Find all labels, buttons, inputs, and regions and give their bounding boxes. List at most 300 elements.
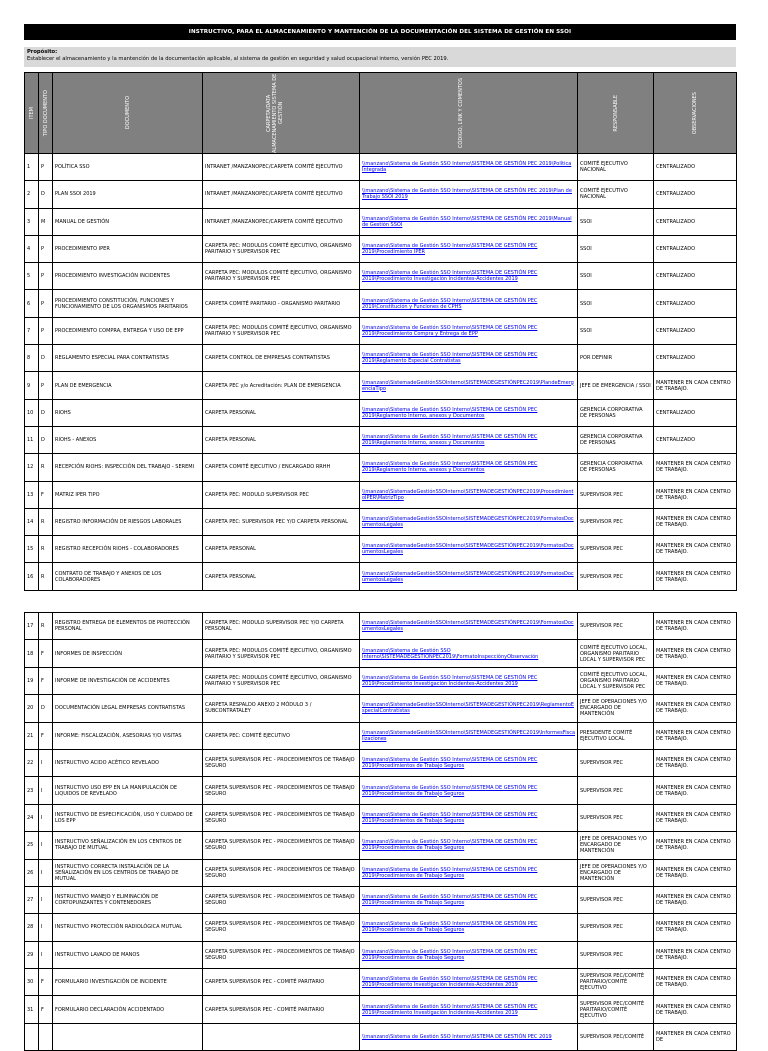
- folder-cell: INTRANET /MANZANOPEC/CARPETA COMITÉ EJECUTIVO: [203, 154, 360, 181]
- link-cell: [360, 996, 578, 1023]
- responsible-cell: COMITÉ EJECUTIVO LOCAL, ORGANISMO PARITARIO LOCAL Y SUPERVISOR PEC: [578, 640, 654, 667]
- folder-cell: CARPETA SUPERVISOR PEC - PROCEDIMIENTOS DE TRABAJO SEGURO: [203, 749, 360, 776]
- header-item: ITEM: [25, 73, 39, 154]
- document-cell: MATRIZ IPER TIPO: [53, 481, 203, 508]
- type-cell: P: [39, 263, 53, 290]
- responsible-cell: SSOI: [578, 263, 654, 290]
- type-cell: I: [39, 859, 53, 886]
- document-cell: REGLAMENTO ESPECIAL PARA CONTRATISTAS: [53, 345, 203, 372]
- document-link[interactable]: \\manzano\SistemadeGestiónSSOInterno\SISTEMADEGESTIÓNPEC2019\ReglamentoEspecialContratistas: [362, 702, 574, 715]
- responsible-cell: SUPERVISOR PEC: [578, 613, 654, 640]
- folder-cell: CARPETA COMITÉ PARITARIO - ORGANISMO PARITARIO: [203, 290, 360, 317]
- item-cell: 13: [25, 481, 39, 508]
- item-cell: 5: [25, 263, 39, 290]
- responsible-cell: SUPERVISOR PEC/COMITÉ PARITARIO/COMITÉ EJECUTIVO: [578, 996, 654, 1023]
- responsible-cell: JEFE DE OPERACIONES Y/O ENCARGADO DE MANTENCIÓN: [578, 695, 654, 722]
- link-cell: [360, 722, 578, 749]
- link-cell: [360, 1023, 578, 1050]
- document-link[interactable]: \\manzano\Sistema de Gestión SSO Interno\SISTEMA DE GESTIÓN PEC 2019\Procedimiento IPER: [362, 243, 538, 256]
- document-cell: REGISTRO RECEPCIÓN RIOHS - COLABORADORES: [53, 536, 203, 563]
- type-cell: D: [39, 181, 53, 208]
- item-cell: 1: [25, 154, 39, 181]
- observations-cell: MANTENER EN CADA CENTRO DE TRABAJO.: [654, 508, 737, 535]
- link-cell: [360, 914, 578, 941]
- item-cell: 21: [25, 722, 39, 749]
- folder-cell: CARPETA SUPERVISOR PEC - PROCEDIMIENTOS DE TRABAJO SEGURO: [203, 941, 360, 968]
- observations-cell: MANTENER EN CADA CENTRO DE: [654, 1023, 737, 1050]
- document-link[interactable]: \\manzano\Sistema de Gestión SSO Interno\SISTEMA DE GESTIÓN PEC 2019\Procedimiento Investigación Incidentes-Accidentes 2019: [362, 674, 538, 687]
- type-cell: D: [39, 399, 53, 426]
- type-cell: P: [39, 372, 53, 399]
- type-cell: I: [39, 777, 53, 804]
- documents-table-page-2: [24, 612, 737, 1051]
- responsible-cell: GERENCIA CORPORATIVA DE PERSONAS: [578, 454, 654, 481]
- observations-cell: MANTENER EN CADA CENTRO DE TRABAJO.: [654, 695, 737, 722]
- type-cell: F: [39, 969, 53, 996]
- document-cell: FORMULARIO DECLARACIÓN ACCIDENTADO: [53, 996, 203, 1023]
- item-cell: 9: [25, 372, 39, 399]
- type-cell: P: [39, 154, 53, 181]
- document-link[interactable]: \\manzano\Sistema de Gestión SSO Interno\SISTEMA DE GESTIÓN PEC 2019\Procedimiento Investigación Incidentes-Accidentes 2019: [362, 1003, 538, 1016]
- link-cell: [360, 695, 578, 722]
- folder-cell: CARPETA PERSONAL: [203, 426, 360, 453]
- document-cell: PROCEDIMIENTO IPER: [53, 235, 203, 262]
- document-cell: INSTRUCTIVO USO EPP EN LA MANIPULACIÓN DE LIQUIDOS DE REVELADO: [53, 777, 203, 804]
- table-row: [25, 372, 737, 399]
- item-cell: 31: [25, 996, 39, 1023]
- observations-cell: MANTENER EN CADA CENTRO DE TRABAJO.: [654, 969, 737, 996]
- responsible-cell: GERENCIA CORPORATIVA DE PERSONAS: [578, 426, 654, 453]
- responsible-cell: SUPERVISOR PEC: [578, 886, 654, 913]
- item-cell: 11: [25, 426, 39, 453]
- item-cell: 10: [25, 399, 39, 426]
- item-cell: 2: [25, 181, 39, 208]
- observations-cell: MANTENER EN CADA CENTRO DE TRABAJO.: [654, 667, 737, 694]
- responsible-cell: GERENCIA CORPORATIVA DE PERSONAS: [578, 399, 654, 426]
- observations-cell: MANTENER EN CADA CENTRO DE TRABAJO.: [654, 613, 737, 640]
- folder-cell: CARPETA PERSONAL: [203, 563, 360, 590]
- link-cell: [360, 426, 578, 453]
- table-row: [25, 667, 737, 694]
- type-cell: D: [39, 426, 53, 453]
- item-cell: 3: [25, 208, 39, 235]
- document-link[interactable]: \\manzano\SistemadeGestiónSSOInterno\SISTEMADEGESTIÓNPEC2019\FormatosDocumentosLegales: [362, 516, 574, 528]
- document-link[interactable]: \\manzano\SistemadeGestiónSSOInterno\SISTEMADEGESTIÓNPEC2019\FormatosDocumentosLegales: [362, 543, 574, 556]
- observations-cell: CENTRALIZADO: [654, 399, 737, 426]
- responsible-cell: SSOI: [578, 208, 654, 235]
- item-cell: 30: [25, 969, 39, 996]
- document-cell: INSTRUCTIVO PROTECCIÓN RADIOLÓGICA MUTUAL: [53, 914, 203, 941]
- link-cell: [360, 399, 578, 426]
- table-row: [25, 722, 737, 749]
- document-link[interactable]: \\manzano\Sistema de Gestión SSO Interno\SISTEMADEGESTIÓNPEC2019\FormatoInspecciónyObservación: [362, 647, 539, 660]
- document-cell: REGISTRO INFORMACIÓN DE RIESGOS LABORALES: [53, 508, 203, 535]
- type-cell: F: [39, 996, 53, 1023]
- folder-cell: INTRANET /MANZANOPEC/CARPETA COMITÉ EJECUTIVO: [203, 208, 360, 235]
- folder-cell: CARPETA CONTROL DE EMPRESAS CONTRATISTAS: [203, 345, 360, 372]
- document-cell: INFORME DE INVESTIGACIÓN DE ACCIDENTES: [53, 667, 203, 694]
- responsible-cell: JEFE DE OPERACIONES Y/O ENCARGADO DE MANTENCIÓN: [578, 832, 654, 859]
- type-cell: R: [39, 613, 53, 640]
- item-cell: 16: [25, 563, 39, 590]
- responsible-cell: SUPERVISOR PEC: [578, 914, 654, 941]
- table-row: [25, 832, 737, 859]
- responsible-cell: COMITÉ EJECUTIVO NACIONAL: [578, 154, 654, 181]
- link-cell: [360, 454, 578, 481]
- type-cell: R: [39, 508, 53, 535]
- table-row: [25, 263, 737, 290]
- document-link[interactable]: \\manzano\SistemadeGestiónSSOInterno\SISTEMADEGESTIÓNPEC2019\FormatosDocumentosLegales: [362, 570, 574, 583]
- type-cell: F: [39, 667, 53, 694]
- folder-cell: CARPETA PERSONAL: [203, 399, 360, 426]
- item-cell: [25, 1023, 39, 1050]
- item-cell: 27: [25, 886, 39, 913]
- folder-cell: CARPETA PEC: MODULOS COMITÉ EJECUTIVO, ORGANISMO PARITARIO Y SUPERVISOR PEC: [203, 263, 360, 290]
- observations-cell: CENTRALIZADO: [654, 426, 737, 453]
- observations-cell: MANTENER EN CADA CENTRO DE TRABAJO.: [654, 536, 737, 563]
- observations-cell: MANTENER EN CADA CENTRO DE TRABAJO.: [654, 886, 737, 913]
- header-responsable: RESPONSABLE: [578, 73, 654, 154]
- observations-cell: CENTRALIZADO: [654, 263, 737, 290]
- purpose-text: Establecer el almacenamiento y la mantención de la documentación aplicable, al sistema de gestión en seguridad y salud ocupacional interno, versión PEC 2019.: [27, 56, 449, 62]
- responsible-cell: SUPERVISOR PEC: [578, 481, 654, 508]
- table-row: [25, 941, 737, 968]
- item-cell: 19: [25, 667, 39, 694]
- type-cell: I: [39, 749, 53, 776]
- table-row: [25, 859, 737, 886]
- header-tipo: TIPO DOCUMENTO: [39, 73, 53, 154]
- responsible-cell: SUPERVISOR PEC/COMITÉ PARITARIO/COMITÉ EJECUTIVO: [578, 969, 654, 996]
- type-cell: F: [39, 481, 53, 508]
- responsible-cell: SSOI: [578, 317, 654, 344]
- folder-cell: CARPETA SUPERVISOR PEC - PROCEDIMIENTOS DE TRABAJO SEGURO: [203, 804, 360, 831]
- document-cell: POLÍTICA SSO: [53, 154, 203, 181]
- responsible-cell: COMITÉ EJECUTIVO LOCAL, ORGANISMO PARITARIO LOCAL Y SUPERVISOR PEC: [578, 667, 654, 694]
- table-row: [25, 886, 737, 913]
- document-link[interactable]: \\manzano\Sistema de Gestión SSO Interno\SISTEMA DE GESTIÓN PEC 2019\Procedimientos de Trabajo Seguros: [362, 784, 538, 797]
- type-cell: I: [39, 804, 53, 831]
- document-cell: CONTRATO DE TRABAJO Y ANEXOS DE LOS COLABORADORES: [53, 563, 203, 590]
- item-cell: 7: [25, 317, 39, 344]
- responsible-cell: SUPERVISOR PEC/COMITÉ: [578, 1023, 654, 1050]
- link-cell: [360, 372, 578, 399]
- observations-cell: MANTENER EN CADA CENTRO DE TRABAJO.: [654, 481, 737, 508]
- document-link[interactable]: \\manzano\Sistema de Gestión SSO Interno\SISTEMA DE GESTIÓN PEC 2019\Reglamento Interno, anexos y Documentos: [362, 406, 538, 419]
- responsible-cell: PRESIDENTE COMITÉ EJECUTIVO LOCAL: [578, 722, 654, 749]
- item-cell: 8: [25, 345, 39, 372]
- folder-cell: CARPETA PEC: MODULOS COMITÉ EJECUTIVO, ORGANISMO PARITARIO Y SUPERVISOR PEC: [203, 640, 360, 667]
- document-link[interactable]: \\manzano\Sistema de Gestión SSO Interno\SISTEMA DE GESTIÓN PEC 2019\Procedimientos de Trabajo Seguros: [362, 811, 538, 824]
- document-cell: PLAN SSOI 2019: [53, 181, 203, 208]
- folder-cell: CARPETA PERSONAL: [203, 536, 360, 563]
- document-link[interactable]: \\manzano\Sistema de Gestión SSO Interno\SISTEMA DE GESTIÓN PEC 2019\Procedimientos de Trabajo Seguros: [362, 866, 538, 879]
- link-cell: [360, 536, 578, 563]
- type-cell: I: [39, 941, 53, 968]
- responsible-cell: SUPERVISOR PEC: [578, 777, 654, 804]
- link-cell: [360, 613, 578, 640]
- link-cell: [360, 941, 578, 968]
- link-cell: [360, 208, 578, 235]
- link-cell: [360, 508, 578, 535]
- responsible-cell: SUPERVISOR PEC: [578, 536, 654, 563]
- document-link[interactable]: \\manzano\Sistema de Gestión SSO Interno\SISTEMA DE GESTIÓN PEC 2019\Procedimiento Compra y Entrega de EPP: [362, 324, 538, 337]
- folder-cell: CARPETA SUPERVISOR PEC - PROCEDIMIENTOS DE TRABAJO SEGURO: [203, 777, 360, 804]
- observations-cell: MANTENER EN CADA CENTRO DE TRABAJO.: [654, 804, 737, 831]
- observations-cell: CENTRALIZADO: [654, 235, 737, 262]
- link-cell: [360, 481, 578, 508]
- document-link[interactable]: \\manzano\Sistema de Gestión SSO Interno\SISTEMA DE GESTIÓN PEC 2019\Política Integrada: [362, 161, 572, 174]
- link-cell: [360, 563, 578, 590]
- table-row: [25, 695, 737, 722]
- table-row: [25, 804, 737, 831]
- folder-cell: CARPETA PEC y/o Acreditación: PLAN DE EMERGENCIA: [203, 372, 360, 399]
- type-cell: F: [39, 722, 53, 749]
- link-cell: [360, 317, 578, 344]
- link-cell: [360, 345, 578, 372]
- observations-cell: CENTRALIZADO: [654, 208, 737, 235]
- link-cell: [360, 181, 578, 208]
- document-title: INSTRUCTIVO, PARA EL ALMACENAMIENTO Y MANTENCIÓN DE LA DOCUMENTACIÓN DEL SISTEMA DE GESTIÓN EN SSOI: [24, 24, 736, 40]
- observations-cell: CENTRALIZADO: [654, 154, 737, 181]
- observations-cell: MANTENER EN CADA CENTRO DE TRABAJO.: [654, 454, 737, 481]
- table-row: [25, 969, 737, 996]
- document-cell: INSTRUCTIVO MANEJO Y ELIMINACIÓN DE CORTOPUNZANTES Y CONTENEDORES: [53, 886, 203, 913]
- document-link[interactable]: \\manzano\SistemadeGestiónSSOInterno\SISTEMADEGESTIÓNPEC2019\InformesFiscalizaciones: [362, 729, 576, 742]
- table-row: [25, 996, 737, 1023]
- item-cell: 29: [25, 941, 39, 968]
- table-row: [25, 536, 737, 563]
- item-cell: 23: [25, 777, 39, 804]
- observations-cell: MANTENER EN CADA CENTRO DE TRABAJO.: [654, 640, 737, 667]
- table-row: [25, 154, 737, 181]
- responsible-cell: POR DEFINIR: [578, 345, 654, 372]
- link-cell: [360, 640, 578, 667]
- document-link[interactable]: \\manzano\Sistema de Gestión SSO Interno\SISTEMA DE GESTIÓN PEC 2019\Reglamento Interno, anexos y Documentos: [362, 434, 538, 447]
- table-row: [25, 613, 737, 640]
- link-cell: [360, 154, 578, 181]
- document-cell: INSTRUCTIVO DE ESPECIFICACIÓN, USO Y CUIDADO DE LOS EPP: [53, 804, 203, 831]
- table-row: [25, 235, 737, 262]
- table-row: [25, 640, 737, 667]
- document-cell: [53, 1023, 203, 1050]
- documents-table-page-1: [24, 72, 737, 591]
- link-cell: [360, 804, 578, 831]
- link-cell: [360, 235, 578, 262]
- type-cell: [39, 1023, 53, 1050]
- table-row: [25, 454, 737, 481]
- folder-cell: [203, 1023, 360, 1050]
- type-cell: M: [39, 208, 53, 235]
- document-cell: INSTRUCTIVO SEÑALIZACIÓN EN LOS CENTROS DE TRABAJO DE MUTUAL: [53, 832, 203, 859]
- table-row: [25, 290, 737, 317]
- observations-cell: MANTENER EN CADA CENTRO DE TRABAJO.: [654, 914, 737, 941]
- document-link[interactable]: \\manzano\SistemadeGestiónSSOInterno\SISTEMADEGESTIÓNPEC2019\ProcedimientoIPER\MatrizTipo: [362, 488, 574, 501]
- link-cell: [360, 749, 578, 776]
- observations-cell: MANTENER EN CADA CENTRO DE TRABAJO.: [654, 941, 737, 968]
- type-cell: P: [39, 290, 53, 317]
- header-codigo: CÓDIGO, LINK Y COMENTOS: [360, 73, 578, 154]
- table-row: [25, 426, 737, 453]
- observations-cell: MANTENER EN CADA CENTRO DE TRABAJO.: [654, 722, 737, 749]
- responsible-cell: JEFE DE OPERACIONES Y/O ENCARGADO DE MANTENCIÓN: [578, 859, 654, 886]
- document-link[interactable]: \\manzano\SistemadeGestiónSSOInterno\SISTEMADEGESTIÓNPEC2019\PlandeEmergenciaTipo: [362, 379, 574, 392]
- folder-cell: INTRANET /MANZANOPEC/CARPETA COMITÉ EJECUTIVO: [203, 181, 360, 208]
- observations-cell: CENTRALIZADO: [654, 345, 737, 372]
- type-cell: I: [39, 832, 53, 859]
- observations-cell: CENTRALIZADO: [654, 290, 737, 317]
- document-link[interactable]: \\manzano\Sistema de Gestión SSO Interno\SISTEMA DE GESTIÓN PEC 2019\Procedimiento Investigación Incidentes-Accidentes 2019: [362, 270, 538, 283]
- document-link[interactable]: \\manzano\Sistema de Gestión SSO Interno\SISTEMA DE GESTIÓN PEC 2019: [362, 1034, 552, 1041]
- document-cell: RIOHS - ANEXOS: [53, 426, 203, 453]
- folder-cell: CARPETA PEC: MODULO SUPERVISOR PEC: [203, 481, 360, 508]
- table-row: [25, 181, 737, 208]
- document-cell: MANUAL DE GESTIÓN: [53, 208, 203, 235]
- folder-cell: CARPETA PEC: MODULOS COMITÉ EJECUTIVO, ORGANISMO PARITARIO Y SUPERVISOR PEC: [203, 235, 360, 262]
- item-cell: 17: [25, 613, 39, 640]
- responsible-cell: JEFE DE EMERGENCIA / SSOI: [578, 372, 654, 399]
- table-row: [25, 481, 737, 508]
- document-link[interactable]: \\manzano\Sistema de Gestión SSO Interno\SISTEMA DE GESTIÓN PEC 2019\Manual de Gestión SSOI: [362, 215, 572, 228]
- type-cell: R: [39, 563, 53, 590]
- document-link[interactable]: \\manzano\Sistema de Gestión SSO Interno\SISTEMA DE GESTIÓN PEC 2019\Procedimientos de Trabajo Seguros: [362, 757, 538, 770]
- document-link[interactable]: \\manzano\Sistema de Gestión SSO Interno\SISTEMA DE GESTIÓN PEC 2019\Procedimientos de Trabajo Seguros: [362, 839, 538, 852]
- document-cell: PLAN DE EMERGENCIA: [53, 372, 203, 399]
- item-cell: 15: [25, 536, 39, 563]
- document-cell: DOCUMENTACIÓN LEGAL EMPRESAS CONTRATISTAS: [53, 695, 203, 722]
- document-cell: INSTRUCTIVO ACIDO ACÉTICO REVELADO: [53, 749, 203, 776]
- link-cell: [360, 969, 578, 996]
- header-observaciones: OBSERVACIONES: [654, 73, 737, 154]
- document-cell: PROCEDIMIENTO INVESTIGACIÓN INCIDENTES: [53, 263, 203, 290]
- folder-cell: CARPETA SUPERVISOR PEC - COMITÉ PARITARIO: [203, 996, 360, 1023]
- responsible-cell: COMITÉ EJECUTIVO NACIONAL: [578, 181, 654, 208]
- document-cell: PROCEDIMIENTO CONSTITUCIÓN, FUNCIONES Y FUNCIONAMIENTO DE LOS ORGANISMOS PARITARIOS: [53, 290, 203, 317]
- folder-cell: CARPETA RESPALDO ANEXO 2 MÓDULO 3 / SUBCONTRATALEY: [203, 695, 360, 722]
- item-cell: 26: [25, 859, 39, 886]
- link-cell: [360, 667, 578, 694]
- document-link[interactable]: \\manzano\SistemadeGestiónSSOInterno\SISTEMADEGESTIÓNPEC2019\FormatosDocumentosLegales: [362, 620, 574, 633]
- folder-cell: CARPETA PEC: COMITÉ EJECUTIVO: [203, 722, 360, 749]
- observations-cell: MANTENER EN CADA CENTRO DE TRABAJO.: [654, 859, 737, 886]
- table-row: [25, 345, 737, 372]
- observations-cell: MANTENER EN CADA CENTRO DE TRABAJO.: [654, 832, 737, 859]
- document-cell: RIOHS: [53, 399, 203, 426]
- purpose-box: [24, 47, 736, 67]
- document-cell: INFORMES DE INSPECCIÓN: [53, 640, 203, 667]
- observations-cell: MANTENER EN CADA CENTRO DE TRABAJO.: [654, 777, 737, 804]
- document-link[interactable]: \\manzano\Sistema de Gestión SSO Interno\SISTEMA DE GESTIÓN PEC 2019\Procedimientos de Trabajo Seguros: [362, 894, 538, 907]
- item-cell: 28: [25, 914, 39, 941]
- item-cell: 14: [25, 508, 39, 535]
- responsible-cell: SSOI: [578, 290, 654, 317]
- document-link[interactable]: \\manzano\Sistema de Gestión SSO Interno\SISTEMA DE GESTIÓN PEC 2019\Procedimientos de Trabajo Seguros: [362, 921, 538, 934]
- type-cell: R: [39, 454, 53, 481]
- type-cell: D: [39, 345, 53, 372]
- type-cell: R: [39, 536, 53, 563]
- folder-cell: CARPETA SUPERVISOR PEC - PROCEDIMIENTOS DE TRABAJO SEGURO: [203, 886, 360, 913]
- item-cell: 6: [25, 290, 39, 317]
- folder-cell: CARPETA SUPERVISOR PEC - PROCEDIMIENTOS DE TRABAJO SEGURO: [203, 832, 360, 859]
- table-row: [25, 777, 737, 804]
- type-cell: I: [39, 914, 53, 941]
- type-cell: D: [39, 695, 53, 722]
- folder-cell: CARPETA PEC: MODULOS COMITÉ EJECUTIVO, ORGANISMO PARITARIO Y SUPERVISOR PEC: [203, 317, 360, 344]
- observations-cell: MANTENER EN CADA CENTRO DE TRABAJO.: [654, 749, 737, 776]
- header-carpeta: CARPETA/DATA ALMACENAMIENTO SISTEMA DE GESTIÓN: [203, 73, 360, 154]
- folder-cell: CARPETA COMITÉ EJECUTIVO / ENCARGADO RRHH: [203, 454, 360, 481]
- table-row: [25, 317, 737, 344]
- document-link[interactable]: \\manzano\Sistema de Gestión SSO Interno\SISTEMA DE GESTIÓN PEC 2019\Constitución y Funciones de CPHS: [362, 297, 538, 310]
- table-row: [25, 563, 737, 590]
- observations-cell: MANTENER EN CADA CENTRO DE TRABAJO.: [654, 563, 737, 590]
- folder-cell: CARPETA PEC: SUPERVISOR PEC Y/O CARPETA PERSONAL: [203, 508, 360, 535]
- observations-cell: MANTENER EN CADA CENTRO DE TRABAJO.: [654, 372, 737, 399]
- document-cell: INFORME: FISCALIZACIÓN, ASESORIAS Y/O VISITAS: [53, 722, 203, 749]
- folder-cell: CARPETA SUPERVISOR PEC - PROCEDIMIENTOS DE TRABAJO SEGURO: [203, 859, 360, 886]
- link-cell: [360, 263, 578, 290]
- item-cell: 25: [25, 832, 39, 859]
- responsible-cell: SUPERVISOR PEC: [578, 804, 654, 831]
- document-link[interactable]: \\manzano\Sistema de Gestión SSO Interno\SISTEMA DE GESTIÓN PEC 2019\Reglamento Especial Contratistas: [362, 352, 538, 365]
- document-cell: REGISTRO ENTREGA DE ELEMENTOS DE PROTECCIÓN PERSONAL: [53, 613, 203, 640]
- document-cell: INSTRUCTIVO CORRECTA INSTALACIÓN DE LA SEÑALIZACIÓN EN LOS CENTROS DE TRABAJO DE MUTUAL: [53, 859, 203, 886]
- link-cell: [360, 859, 578, 886]
- item-cell: 22: [25, 749, 39, 776]
- responsible-cell: SUPERVISOR PEC: [578, 508, 654, 535]
- link-cell: [360, 777, 578, 804]
- link-cell: [360, 886, 578, 913]
- type-cell: P: [39, 235, 53, 262]
- item-cell: 18: [25, 640, 39, 667]
- item-cell: 20: [25, 695, 39, 722]
- type-cell: P: [39, 317, 53, 344]
- header-documento: DOCUMENTO: [53, 73, 203, 154]
- observations-cell: CENTRALIZADO: [654, 181, 737, 208]
- responsible-cell: SUPERVISOR PEC: [578, 749, 654, 776]
- folder-cell: CARPETA SUPERVISOR PEC - COMITÉ PARITARIO: [203, 969, 360, 996]
- document-link[interactable]: \\manzano\Sistema de Gestión SSO Interno\SISTEMA DE GESTIÓN PEC 2019\Procedimientos de Trabajo Seguros: [362, 948, 538, 961]
- item-cell: 12: [25, 454, 39, 481]
- observations-cell: MANTENER EN CADA CENTRO DE TRABAJO.: [654, 996, 737, 1023]
- observations-cell: CENTRALIZADO: [654, 317, 737, 344]
- item-cell: 4: [25, 235, 39, 262]
- responsible-cell: SUPERVISOR PEC: [578, 563, 654, 590]
- type-cell: I: [39, 886, 53, 913]
- responsible-cell: SUPERVISOR PEC: [578, 941, 654, 968]
- document-link[interactable]: \\manzano\Sistema de Gestión SSO Interno\SISTEMA DE GESTIÓN PEC 2019\Plan de Trabajo SSOI 2019: [362, 188, 572, 201]
- link-cell: [360, 290, 578, 317]
- purpose-label: Propósito:: [27, 49, 58, 55]
- document-link[interactable]: \\manzano\Sistema de Gestión SSO Interno\SISTEMA DE GESTIÓN PEC 2019\Procedimiento Investigación Incidentes-Accidentes 2019: [362, 976, 538, 989]
- document-cell: PROCEDIMIENTO COMPRA, ENTREGA Y USO DE EPP: [53, 317, 203, 344]
- table-row: [25, 208, 737, 235]
- responsible-cell: SSOI: [578, 235, 654, 262]
- table-row: [25, 749, 737, 776]
- item-cell: 24: [25, 804, 39, 831]
- document-cell: RECEPCIÓN RIOHS: INSPECCIÓN DEL TRABAJO - SEREMI: [53, 454, 203, 481]
- document-link[interactable]: \\manzano\Sistema de Gestión SSO Interno\SISTEMA DE GESTIÓN PEC 2019\Reglamento Interno, anexos y Documentos: [362, 461, 538, 474]
- type-cell: F: [39, 640, 53, 667]
- folder-cell: CARPETA SUPERVISOR PEC - PROCEDIMIENTOS DE TRABAJO SEGURO: [203, 914, 360, 941]
- link-cell: [360, 832, 578, 859]
- document-cell: FORMULARIO INVESTIGACIÓN DE INCIDENTE: [53, 969, 203, 996]
- table-row: [25, 1023, 737, 1050]
- table-row: [25, 508, 737, 535]
- document-cell: INSTRUCTIVO LAVADO DE MANOS: [53, 941, 203, 968]
- folder-cell: CARPETA PEC: MODULO SUPERVISOR PEC Y/O CARPETA PERSONAL: [203, 613, 360, 640]
- table-row: [25, 399, 737, 426]
- folder-cell: CARPETA PEC: MODULOS COMITÉ EJECUTIVO, ORGANISMO PARITARIO Y SUPERVISOR PEC: [203, 667, 360, 694]
